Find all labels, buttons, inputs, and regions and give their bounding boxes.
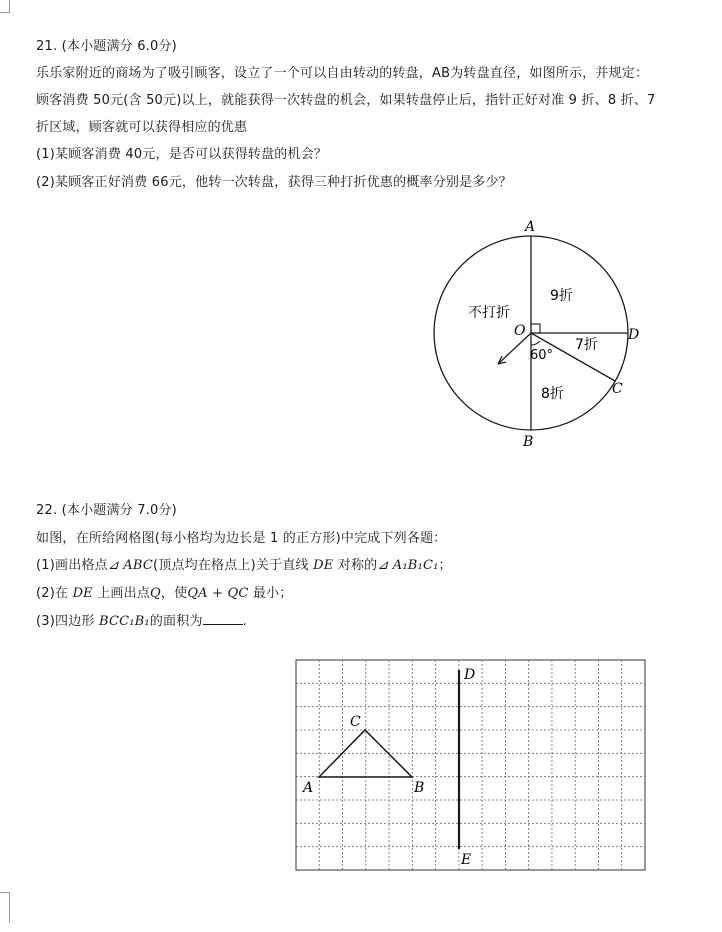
- q22-sub3-prefix: (3)四边形: [36, 614, 95, 629]
- q21-text-line-3: 折区域，顾客就可以获得相应的优惠: [36, 120, 248, 135]
- q22-sub1-mid: (顶点均在格点上)关于直线: [152, 558, 309, 573]
- q22-subquestion-2: [36, 585, 292, 603]
- label-B: B: [523, 434, 534, 450]
- q22-intro: 如图，在所给网格图(每小格均为边长是 1 的正方形)中完成下列各题：: [36, 531, 447, 546]
- grid-label-D: D: [464, 667, 476, 683]
- region-7-discount: 7折: [575, 337, 598, 353]
- page-corner-mark-bottom: [0, 892, 10, 923]
- answer-blank: [203, 612, 243, 625]
- grid-label-C: C: [350, 714, 361, 730]
- q22-sub3-quad: BCC₁B₁: [98, 614, 150, 629]
- q21-text-line-2: 顾客消费 50元(含 50元)以上，就能获得一次转盘的机会，如果转盘停止后，指针正好对准 9 折、8 折、7: [36, 93, 656, 108]
- q22-sub1-prefix: (1)画出格点: [36, 558, 108, 573]
- right-angle-mark: [531, 324, 540, 333]
- label-C: C: [612, 381, 623, 397]
- label-D: D: [628, 327, 640, 343]
- grid-figure: [290, 655, 652, 877]
- region-8-discount: 8折: [541, 386, 564, 402]
- grid-label-A: A: [303, 780, 314, 796]
- q21-text-line-1: 乐乐家附近的商场为了吸引顾客，设立了一个可以自由转动的转盘，AB为转盘直径，如图所示，并规定：: [36, 66, 649, 81]
- label-A: A: [525, 219, 536, 235]
- q22-sub2-expr: QA + QC: [187, 586, 249, 601]
- angle-arc-60: [531, 341, 540, 345]
- q22-header: 22. (本小题满分 7.0分): [36, 503, 177, 518]
- q22-sub2-point: Q: [150, 586, 161, 601]
- q22-subquestion-1: [36, 557, 452, 575]
- q22-sub1-image: ⊿ A₁B₁C₁: [377, 558, 439, 573]
- q22-sub2-mid2: ，使: [160, 586, 188, 601]
- q22-sub1-suffix: 对称的: [337, 558, 378, 573]
- q21-subquestion-1: (1)某顾客消费 40元，是否可以获得转盘的机会？: [36, 147, 328, 162]
- q22-sub3-mid: 的面积为: [149, 614, 203, 629]
- grid-label-E: E: [461, 852, 472, 868]
- q21-header: 21. (本小题满分 6.0分): [36, 39, 177, 54]
- q22-sub2-line: DE: [72, 586, 93, 601]
- q22-sub2-suffix: 最小；: [252, 586, 293, 601]
- grid-label-B: B: [414, 780, 425, 796]
- q22-sub2-mid: 上画出点: [97, 586, 151, 601]
- spinner-figure: [420, 212, 650, 452]
- q22-sub3-end: .: [242, 614, 247, 629]
- angle-60-label: 60°: [530, 348, 554, 363]
- grid-border: [296, 660, 645, 870]
- q22-subquestion-3: [36, 612, 247, 631]
- q22-sub1-triangle: ⊿ ABC: [107, 558, 153, 573]
- region-no-discount: 不打折: [468, 305, 510, 321]
- label-O: O: [514, 323, 526, 339]
- q21-subquestion-2: (2)某顾客正好消费 66元，他转一次转盘，获得三种打折优惠的概率分别是多少？: [36, 175, 512, 190]
- q22-sub2-prefix: (2)在: [36, 586, 69, 601]
- page-corner-mark-top: [0, 0, 10, 13]
- region-9-discount: 9折: [550, 288, 573, 304]
- grid-lines: [296, 660, 645, 870]
- q22-sub1-line: DE: [313, 558, 334, 573]
- q22-sub1-end: ；: [438, 558, 452, 573]
